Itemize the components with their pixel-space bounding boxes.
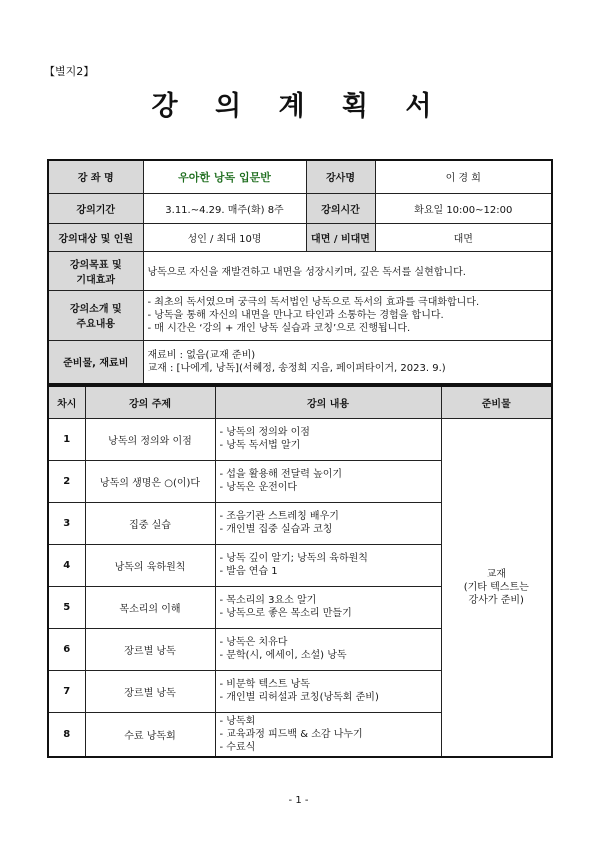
content-line: - 발음 연습 1 — [219, 566, 278, 577]
content-line: - 개인별 집중 실습과 코칭 — [219, 524, 333, 535]
materials-label: 준비물, 재료비 — [48, 340, 143, 384]
session-number: 1 — [48, 418, 85, 460]
period-value: 3.11.~4.29. 매주(화) 8주 — [143, 193, 306, 223]
content-line: - 비문학 텍스트 낭독 — [219, 679, 310, 690]
session-topic: 낭독의 생명은 ○(이)다 — [85, 460, 215, 502]
materials-line: 강사가 준비) — [468, 594, 524, 606]
session-number: 8 — [48, 712, 85, 757]
session-content — [215, 502, 441, 544]
content-line: - 낭독회 — [219, 715, 256, 727]
content-line: - 수료식 — [219, 741, 256, 753]
session-topic: 목소리의 이해 — [85, 586, 215, 628]
goal-label — [48, 251, 143, 290]
session-topic: 낭독의 육하원칙 — [85, 544, 215, 586]
content-line: - 낭독은 운전이다 — [219, 482, 298, 493]
table-row — [48, 418, 552, 460]
schedule-table — [47, 385, 553, 758]
session-content — [215, 712, 441, 757]
session-number: 5 — [48, 586, 85, 628]
goal-label-line: 기대효과 — [76, 274, 116, 286]
session-number: 2 — [48, 460, 85, 502]
session-content — [215, 544, 441, 586]
session-number: 6 — [48, 628, 85, 670]
session-topic: 장르별 낭독 — [85, 628, 215, 670]
content-line: - 조음기관 스트레칭 배우기 — [219, 511, 339, 522]
target-value: 성인 / 최대 10명 — [143, 223, 306, 251]
content-line: - 낭독 깊이 알기; 낭독의 육하원칙 — [219, 553, 368, 564]
materials-line: 재료비 : 없음(교재 준비) — [147, 349, 256, 361]
intro-line: - 낭독을 통해 자신의 내면을 만나고 타인과 소통하는 경험을 합니다. — [147, 309, 444, 321]
content-line: - 낭독 독서법 알기 — [219, 440, 301, 451]
header-topic: 강의 주제 — [85, 386, 215, 418]
attachment-label: 【별지2】 — [44, 65, 95, 78]
time-label: 강의시간 — [306, 193, 375, 223]
session-topic: 낭독의 정의와 이점 — [85, 418, 215, 460]
intro-label-line: 강의소개 및 — [69, 304, 122, 315]
materials-value — [143, 340, 552, 384]
content-line: - 교육과정 피드백 & 소감 나누기 — [219, 728, 363, 740]
period-label: 강의기간 — [48, 193, 143, 223]
schedule-materials — [441, 418, 552, 757]
time-value: 화요일 10:00~12:00 — [375, 193, 552, 223]
session-content — [215, 418, 441, 460]
session-number: 7 — [48, 670, 85, 712]
intro-line: - 최초의 독서였으며 궁극의 독서법인 낭독으로 독서의 효과를 극대화합니다. — [147, 296, 480, 308]
content-line: - 낭독의 정의와 이점 — [219, 427, 310, 438]
goal-value: 낭독으로 자신을 재발견하고 내면을 성장시키며, 깊은 독서를 실현합니다. — [143, 251, 552, 290]
session-topic: 수료 낭독회 — [85, 712, 215, 757]
instructor-label: 강사명 — [306, 160, 375, 193]
session-topic: 장르별 낭독 — [85, 670, 215, 712]
mode-label: 대면 / 비대면 — [306, 223, 375, 251]
mode-value: 대면 — [375, 223, 552, 251]
session-content — [215, 460, 441, 502]
session-content — [215, 670, 441, 712]
goal-label-line: 강의목표 및 — [69, 259, 122, 271]
content-line: - 문학(시, 에세이, 소설) 낭독 — [219, 650, 347, 661]
course-name-label: 강 좌 명 — [48, 160, 143, 193]
header-session: 차시 — [48, 386, 85, 418]
intro-label-line: 주요내용 — [76, 319, 116, 330]
content-line: - 섭을 활용해 전달력 높이기 — [219, 469, 343, 480]
intro-line: - 매 시간은 ‘강의 + 개인 낭독 실습과 코칭’으로 진행됩니다. — [147, 322, 411, 334]
session-content — [215, 628, 441, 670]
course-info-table — [47, 159, 553, 385]
header-content: 강의 내용 — [215, 386, 441, 418]
content-line: - 개인별 리허설과 코칭(낭독회 준비) — [219, 692, 379, 703]
content-line: - 낭독은 치유다 — [219, 637, 288, 648]
materials-line: 교재 — [486, 568, 506, 580]
materials-line: (기타 텍스트는 — [463, 581, 529, 593]
page-number: - 1 - — [288, 795, 309, 806]
instructor-name: 이 경 희 — [375, 160, 552, 193]
content-line: - 목소리의 3요소 알기 — [219, 595, 317, 606]
intro-value — [143, 290, 552, 340]
document-title: 강 의 계 획 서 — [151, 91, 446, 122]
session-topic: 집중 실습 — [85, 502, 215, 544]
materials-line: 교재 : [나에게, 낭독](서혜정, 송정희 지음, 페이퍼타이거, 2023. 9.) — [147, 362, 446, 374]
target-label: 강의대상 및 인원 — [48, 223, 143, 251]
session-number: 3 — [48, 502, 85, 544]
intro-label — [48, 290, 143, 340]
content-line: - 낭독으로 좋은 목소리 만들기 — [219, 608, 352, 619]
session-number: 4 — [48, 544, 85, 586]
course-name: 우아한 낭독 입문반 — [143, 160, 306, 193]
header-materials: 준비물 — [441, 386, 552, 418]
session-content — [215, 586, 441, 628]
